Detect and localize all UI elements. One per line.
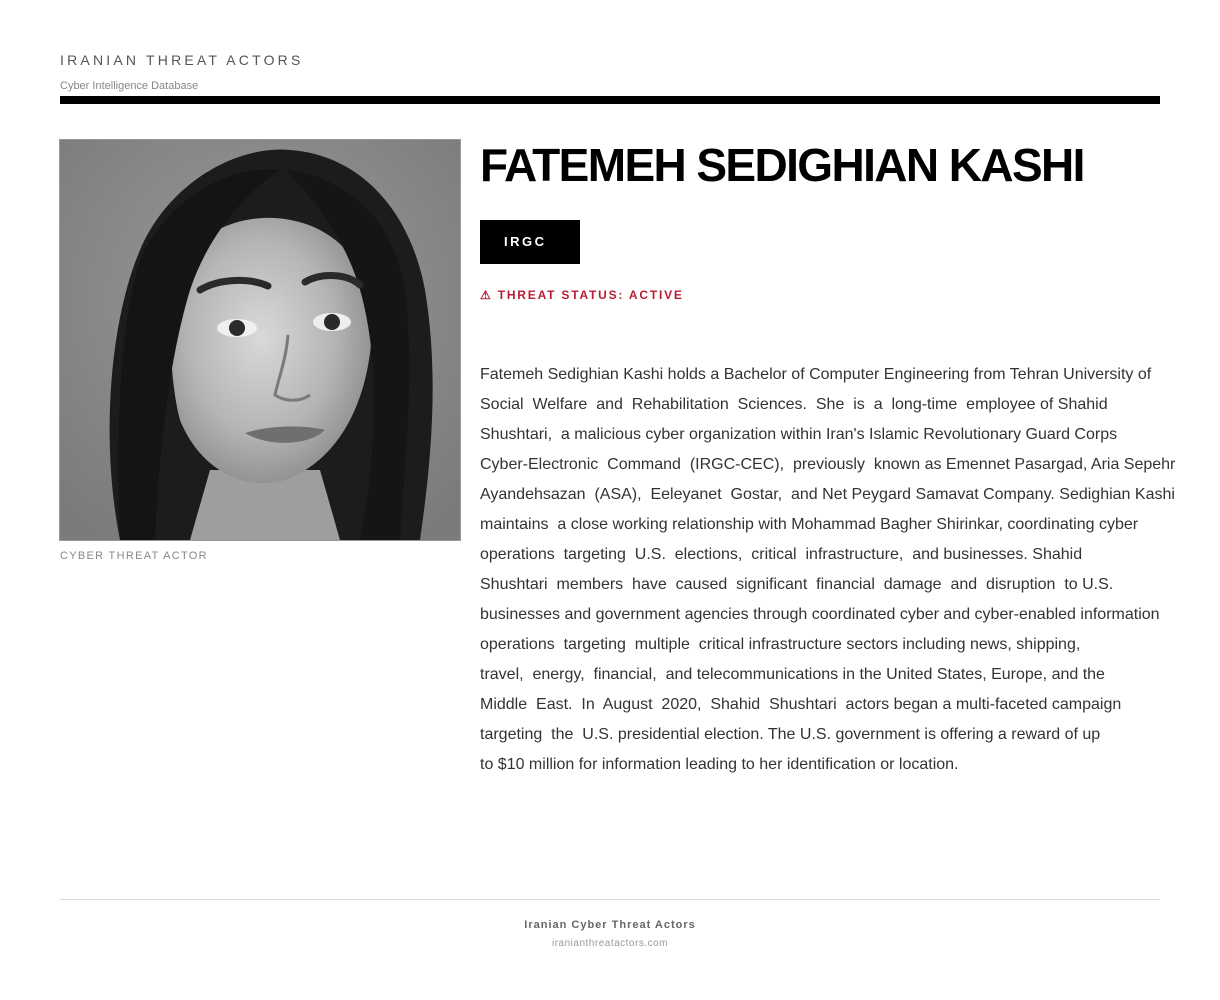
- biography-line: businesses and government agencies through coordinated cyber and cyber-enabled information: [480, 606, 1160, 623]
- biography-line: targeting the U.S. presidential election. The U.S. government is offering a reward of up: [480, 726, 1101, 743]
- site-title: IRANIAN THREAT ACTORS: [60, 52, 304, 68]
- biography-line: maintains a close working relationship with Mohammad Bagher Shirinkar, coordinating cyber: [480, 516, 1139, 533]
- photo-caption: CYBER THREAT ACTOR: [60, 550, 208, 562]
- biography-line: operations targeting multiple critical infrastructure sectors including news, shipping,: [480, 636, 1081, 653]
- biography-line: Middle East. In August 2020, Shahid Shushtari actors began a multi-faceted campaign: [480, 696, 1122, 713]
- threat-status-label: THREAT STATUS: ACTIVE: [497, 288, 684, 302]
- biography-line: to $10 million for information leading to her identification or location.: [480, 756, 959, 773]
- site-subtitle: Cyber Intelligence Database: [60, 80, 199, 92]
- warning-icon: ⚠: [480, 288, 493, 302]
- organization-badge: IRGC: [480, 220, 580, 264]
- footer-title: Iranian Cyber Threat Actors: [524, 919, 696, 931]
- footer-url[interactable]: iranianthreatactors.com: [552, 938, 668, 949]
- biography-line: Social Welfare and Rehabilitation Sciences. She is a long-time employee of Shahid: [480, 396, 1108, 413]
- profile-photo: [59, 139, 461, 541]
- biography-line: travel, energy, financial, and telecommunications in the United States, Europe, and the: [480, 666, 1105, 683]
- biography-line: Ayandehsazan (ASA), Eeleyanet Gostar, and Net Peygard Samavat Company. Sedighian Kashi: [480, 486, 1175, 503]
- profile-biography: [480, 360, 1180, 780]
- header-divider: [60, 96, 1160, 104]
- threat-status: [480, 288, 684, 302]
- portrait-image: [60, 140, 460, 540]
- biography-line: operations targeting U.S. elections, critical infrastructure, and businesses. Shahid: [480, 546, 1083, 563]
- biography-line: Fatemeh Sedighian Kashi holds a Bachelor of Computer Engineering from Tehran University of: [480, 366, 1152, 383]
- biography-line: Cyber-Electronic Command (IRGC-CEC), previously known as Emennet Pasargad, Aria Sepehr: [480, 456, 1176, 473]
- biography-line: Shushtari members have caused significant financial damage and disruption to U.S.: [480, 576, 1114, 593]
- site-header: [60, 52, 1160, 92]
- biography-line: Shushtari, a malicious cyber organization within Iran's Islamic Revolutionary Guard Corps: [480, 426, 1118, 443]
- footer-divider: [60, 899, 1160, 900]
- profile-name: FATEMEH SEDIGHIAN KASHI: [480, 139, 1084, 191]
